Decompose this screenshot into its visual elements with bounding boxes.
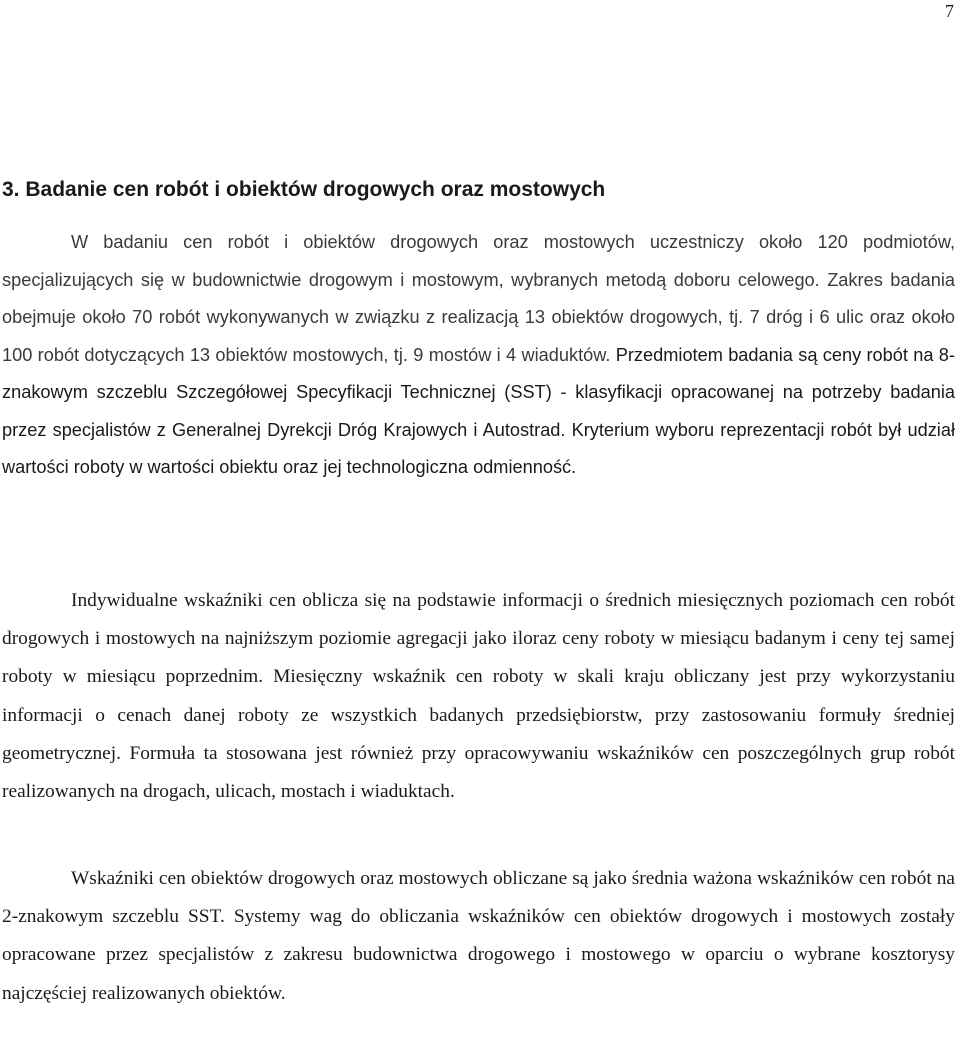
paragraph-survey-scope-part2: Przedmiotem badania są ceny robót na 8-znakowym szczeblu Szczegółowej Specyfikacji Technicznej (SST) - klasyfikacji opracowanej na potrzeby badania przez specjalistów z Generalnej Dyrekcji Dróg Krajowych i Autostrad. Kryterium wyboru reprezentacji robót był udział wartości roboty w wartości obiektu oraz jej technologiczna odmienność. [2, 344, 955, 477]
paragraph-survey-scope-part1: W badaniu cen robót i obiektów drogowych oraz mostowych uczestniczy około 120 podmiotów, specjalizujących się w budownictwie drogowym i mostowym, wybranych metodą doboru celowego. Zakres badania obejmuje około 70 robót wykonywanych w związku z realizacją 13 obiektów drogowych, tj. 7 dróg i 6 ulic oraz około 100 robót dotyczących 13 obiektów mostowych, tj. 9 mostów i 4 wiaduktów. [2, 232, 955, 365]
section-heading: 3. Badanie cen robót i obiektów drogowych oraz mostowych [2, 178, 606, 201]
page-number: 7 [945, 1, 954, 21]
paragraph-survey-scope [2, 224, 955, 487]
paragraph-object-indices: Wskaźniki cen obiektów drogowych oraz mostowych obliczane są jako średnia ważona wskaźników cen robót na 2-znakowym szczeblu SST. Systemy wag do obliczania wskaźników cen obiektów drogowych i mostowych zostały opracowane przez specjalistów z zakresu budownictwa drogowego i mostowego w oparciu o wybrane kosztorysy najczęściej realizowanych obiektów. [2, 868, 955, 1004]
paragraph-individual-indices: Indywidualne wskaźniki cen oblicza się na podstawie informacji o średnich miesięcznych poziomach cen robót drogowych i mostowych na najniższym poziomie agregacji jako iloraz ceny roboty w miesiącu badanym i ceny tej samej roboty w miesiącu poprzednim. Miesięczny wskaźnik cen roboty w skali kraju obliczany jest przy wykorzystaniu informacji o cenach danej roboty ze wszystkich badanych przedsiębiorstw, przy zastosowaniu formuły średniej geometrycznej. Formuła ta stosowana jest również przy opracowywaniu wskaźników cen poszczególnych grup robót realizowanych na drogach, ulicach, mostach i wiaduktach. [2, 590, 955, 803]
